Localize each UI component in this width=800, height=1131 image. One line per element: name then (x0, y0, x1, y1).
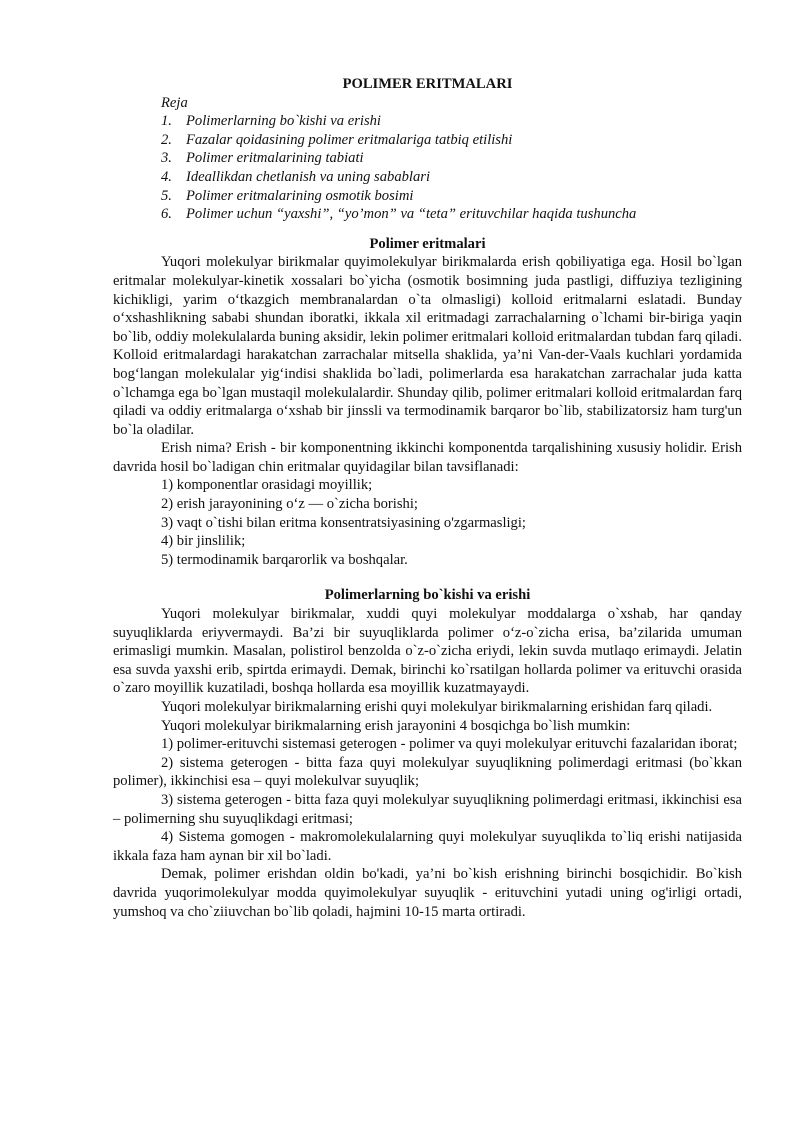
plan-item: 2. Fazalar qoidasining polimer eritmalariga tatbiq etilishi (161, 131, 513, 148)
paragraph: Yuqori molekulyar birikmalar, xuddi quyi molekulyar moddalarga o`xshab, har qanday suyuqliklarda eriyvermaydi. Ba’zi bir suyuqliklarda polimer o‘z-o`zicha erisa, ba’zilarida umuman erimasligi mumkin. Masalan, polistirol benzolda o`z-o`zicha eriydi, lekin suvda mutlaqo erimaydi. Jelatin esa suvda yaxshi erib, spirtda erimaydi. Demak, birinchi ko`rsatilgan hollarda polimer va erituvchi orasida o`zaro moyillik kuzatiladi, boshqa hollarda esa moyillik kuzatmayaydi. (113, 606, 742, 697)
paragraph: 1) polimer-erituvchi sistemasi geterogen - polimer va quyi molekulyar erituvchi fazalaridan iborat; (161, 736, 738, 753)
plan-item: 5. Polimer eritmalarining osmotik bosimi (161, 187, 414, 204)
list-item: 5) termodinamik barqarorlik va boshqalar. (161, 551, 408, 568)
list-item: 4) bir jinslilik; (161, 533, 246, 550)
list-item: 1) komponentlar orasidagi moyillik; (161, 477, 373, 494)
property-list (113, 476, 742, 569)
plan-item: 1. Polimerlarning bo`kishi va erishi (161, 113, 381, 130)
plan-list (113, 112, 742, 224)
paragraph: Yuqori molekulyar birikmalarning erishi quyi molekulyar birikmalarning erishidan farq qiladi. (161, 699, 713, 715)
paragraph: 4) Sistema gomogen - makromolekulalarning quyi molekulyar suyuqlikda to`liq erishi natijasida ikkala faza ham aynan bir xil bo`ladi. (113, 829, 742, 864)
plan-item: 4. Ideallikdan chetlanish va uning sabablari (161, 168, 431, 185)
plan-item: 3. Polimer eritmalarining tabiati (161, 150, 364, 167)
list-item: 2) erish jarayonining o‘z — o`zicha borishi; (161, 496, 418, 513)
paragraph: Yuqori molekulyar birikmalar quyimolekulyar birikmalarda erish qobiliyatiga ega. Hosil bo`lgan eritmalar molekulyar-kinetik xossalari bo`yicha (osmotik bosimning juda pastligi, diffuziya tezligining kichikligi, yarim o‘tkazgich membranalardan o`ta olmasligi) kolloid eritmalarni eslatadi. Bunday o‘xshashlikning sababi shundan iboratki, ikkala xil eritmadagi zarrachalarning o`lchami bir-biriga yaqin bo`lib, oddiy molekulalarda buning aksidir, lekin polimer eritmalari kolloid eritmalardan tubdan farq qiladi. Kolloid eritmalardagi harakatchan zarrachalar mitsella shaklida, ya’ni Van-der-Vaals kuchlari yordamida bog‘langan molekulalar yig‘indisi shaklida bo`ladi, polimerlarda esa harakatchan zarrachalar juda katta o`lchamga ega bo`lgan mustaqil molekulalardir. Shunday qilib, polimer eritmalari kolloid eritmalardan farq qiladi va oddiy eritmalarga o‘xshab bir jinssli va termodinamik barqaror bo`lib, stabilizatorsiz ham turg'un bo`la oladilar. (113, 254, 742, 438)
document-page (113, 75, 742, 921)
plan-label: Reja (161, 94, 188, 111)
paragraph: Yuqori molekulyar birikmalarning erish jarayonini 4 bosqichga bo`lish mumkin: (161, 717, 631, 734)
paragraph: 2) sistema geterogen - bitta faza quyi molekulyar suyuqlikning polimerdagi eritmasi (bo`kkan polimer), ikkinchisi esa – quyi molekulvar suyuqlik; (113, 754, 742, 790)
section-title-polimer-eritmalari: Polimer eritmalari (369, 235, 486, 252)
list-item: 3) vaqt o`tishi bilan eritma konsentratsiyasining o'zgarmasligi; (161, 514, 526, 531)
paragraph: Erish nima? Erish - bir komponentning ikkinchi komponentda tarqalishining xususiy holidir. Erish davrida hosil bo`ladigan chin eritmalar quyidagilar bilan tavsiflanadi: (113, 440, 742, 475)
document-title: POLIMER ERITMALARI (342, 76, 513, 92)
plan-item: 6. Polimer uchun “yaxshi”, “yo’mon” va “teta” erituvchilar haqida tushuncha (161, 206, 637, 223)
paragraph: Demak, polimer erishdan oldin bo'kadi, ya’ni bo`kish erishning birinchi bosqichidir. Bo`kish davrida yuqorimolekulyar modda quyimolekulyar suyuqlik - erituvchini yutadi uning og'irligi ortadi, yumshoq va cho`ziiuvchan bo`lib qoladi, hajmini 10-15 marta ortiradi. (113, 866, 742, 920)
paragraph: 3) sistema geterogen - bitta faza quyi molekulyar suyuqlikning polimerdagi eritmasi, ikkinchisi esa – polimerning shu suyuqlikdagi eritmasi; (113, 791, 742, 827)
section-title-bokishi-va-erishi: Polimerlarning bo`kishi va erishi (324, 587, 531, 604)
